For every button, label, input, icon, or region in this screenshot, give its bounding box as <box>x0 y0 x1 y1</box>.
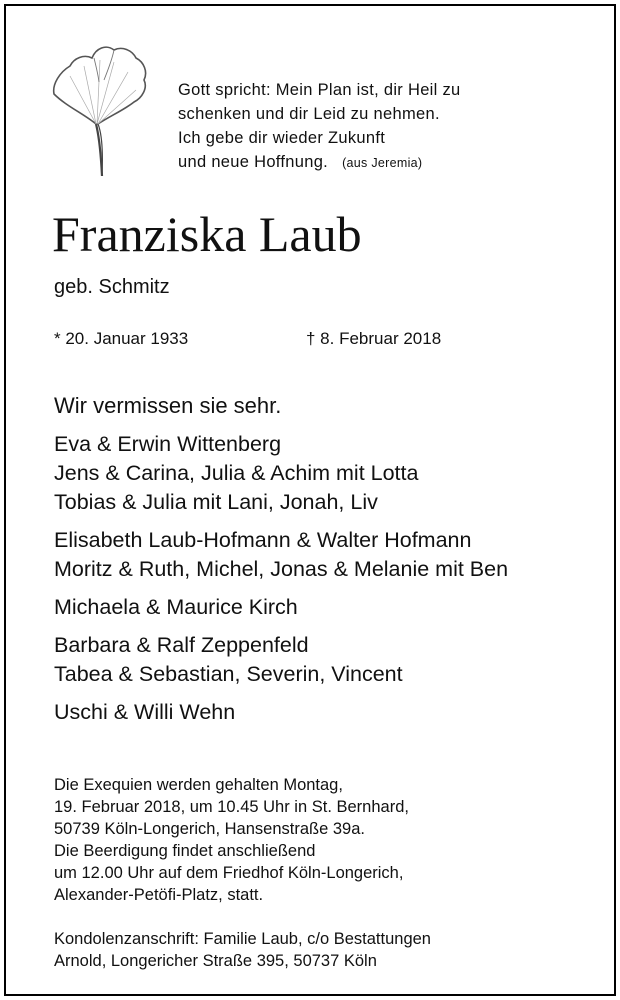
mourner-line: Barbara & Ralf Zeppenfeld <box>54 633 309 657</box>
bible-verse <box>178 78 461 175</box>
birth-date: * 20. Januar 1933 <box>54 329 189 348</box>
family-group <box>54 526 508 584</box>
mourner-line: Elisabeth Laub-Hofmann & Walter Hofmann <box>54 528 472 552</box>
service-line: Alexander-Petöfi-Platz, statt. <box>54 886 264 904</box>
verse-line: schenken und dir Leid zu nehmen. <box>178 105 440 123</box>
verse-line: Gott spricht: Mein Plan ist, dir Heil zu <box>178 81 461 99</box>
condolence-line: Arnold, Longericher Straße 395, 50737 Köln <box>54 952 377 970</box>
verse-line: Ich gebe dir wieder Zukunft <box>178 129 386 147</box>
condolence-line: Kondolenzanschrift: Familie Laub, c/o Bestattungen <box>54 930 431 948</box>
ginkgo-leaf-icon <box>44 36 154 186</box>
service-line: 50739 Köln-Longerich, Hansenstraße 39a. <box>54 820 365 838</box>
service-line: Die Exequien werden gehalten Montag, <box>54 776 343 794</box>
mourner-line: Uschi & Willi Wehn <box>54 700 236 724</box>
mourner-line: Moritz & Ruth, Michel, Jonas & Melanie mit Ben <box>54 557 509 581</box>
deceased-name: Franziska Laub <box>52 206 362 262</box>
mourner-line: Tobias & Julia mit Lani, Jonah, Liv <box>54 490 378 514</box>
funeral-service-info <box>54 774 409 906</box>
mourner-line: Jens & Carina, Julia & Achim mit Lotta <box>54 461 419 485</box>
mourner-line: Tabea & Sebastian, Severin, Vincent <box>54 662 403 686</box>
mourning-text: Wir vermissen sie sehr. <box>54 393 282 418</box>
death-date: † 8. Februar 2018 <box>306 329 442 348</box>
service-line: 19. Februar 2018, um 10.45 Uhr in St. Bernhard, <box>54 798 409 816</box>
family-group <box>54 593 508 622</box>
verse-source: (aus Jeremia) <box>342 156 423 170</box>
service-line: Die Beerdigung findet anschließend <box>54 842 316 860</box>
mourner-line: Michaela & Maurice Kirch <box>54 595 298 619</box>
mourner-line: Eva & Erwin Wittenberg <box>54 432 282 456</box>
verse-line-text: und neue Hoffnung. <box>178 153 329 171</box>
family-group <box>54 430 508 517</box>
maiden-name: geb. Schmitz <box>54 276 170 298</box>
condolence-address <box>54 928 431 972</box>
family-group <box>54 698 508 727</box>
verse-line <box>178 150 461 175</box>
service-line: um 12.00 Uhr auf dem Friedhof Köln-Longerich, <box>54 864 404 882</box>
mourners-list <box>54 430 508 736</box>
family-group <box>54 631 508 689</box>
